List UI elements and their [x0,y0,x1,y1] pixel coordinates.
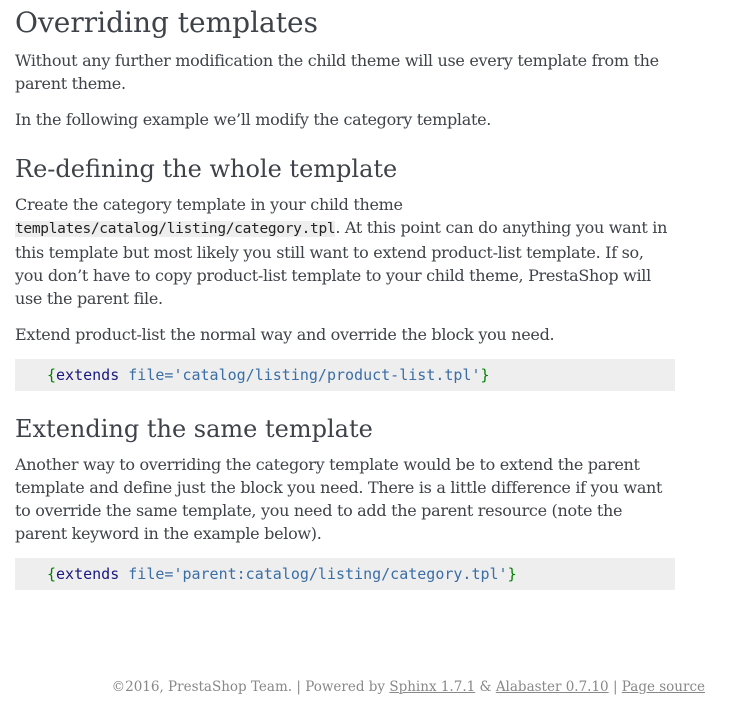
section-heading: Extending the same template [15,415,373,443]
code-token: extends [56,366,120,384]
text: & [475,679,496,695]
code-token: { [47,565,57,583]
text: . At this point can do anything you want in this template but most likely you still want to extend product-list template. If so, you don’t have to copy product-list template to your child theme, PrestaShop will use the parent file. [15,218,668,308]
footer [112,679,705,695]
paragraph: Without any further modification the child theme will use every template from the parent theme. [15,51,659,93]
code-block [15,558,675,590]
page-source-link[interactable]: Page source [621,679,705,695]
code-token: extends [56,565,120,583]
code-token: 'catalog/listing/product-list.tpl' [173,366,481,384]
paragraph: In the following example we’ll modify the category template. [15,110,492,129]
paragraph: Another way to overriding the category template would be to extend the parent template and define just the block you need. There is a little difference if you want to override the same template, you need to add the parent resource (note the parent keyword in the example below). [15,455,663,543]
paragraph: Extend product-list the normal way and override the block you need. [15,325,555,344]
copyright: ©2016, PrestaShop Team. | Powered by [111,679,390,695]
code-block [15,359,675,391]
text: Create the category template in your child theme [15,195,403,214]
alabaster-link[interactable]: Alabaster 0.7.10 [495,679,609,695]
section-heading: Re-defining the whole template [15,155,398,183]
code-token: { [47,366,57,384]
sphinx-link[interactable]: Sphinx 1.7.1 [389,679,476,695]
paragraph [15,193,675,310]
code-token: 'parent:catalog/listing/category.tpl' [173,565,508,583]
code-token: file= [128,366,174,384]
code-token: } [507,565,517,583]
code-token: file= [128,565,174,583]
document-body [15,0,675,600]
separator: | [608,679,622,695]
page-title: Overriding templates [15,6,318,39]
inline-code: templates/catalog/listing/category.tpl [15,221,336,237]
code-token: } [480,366,490,384]
